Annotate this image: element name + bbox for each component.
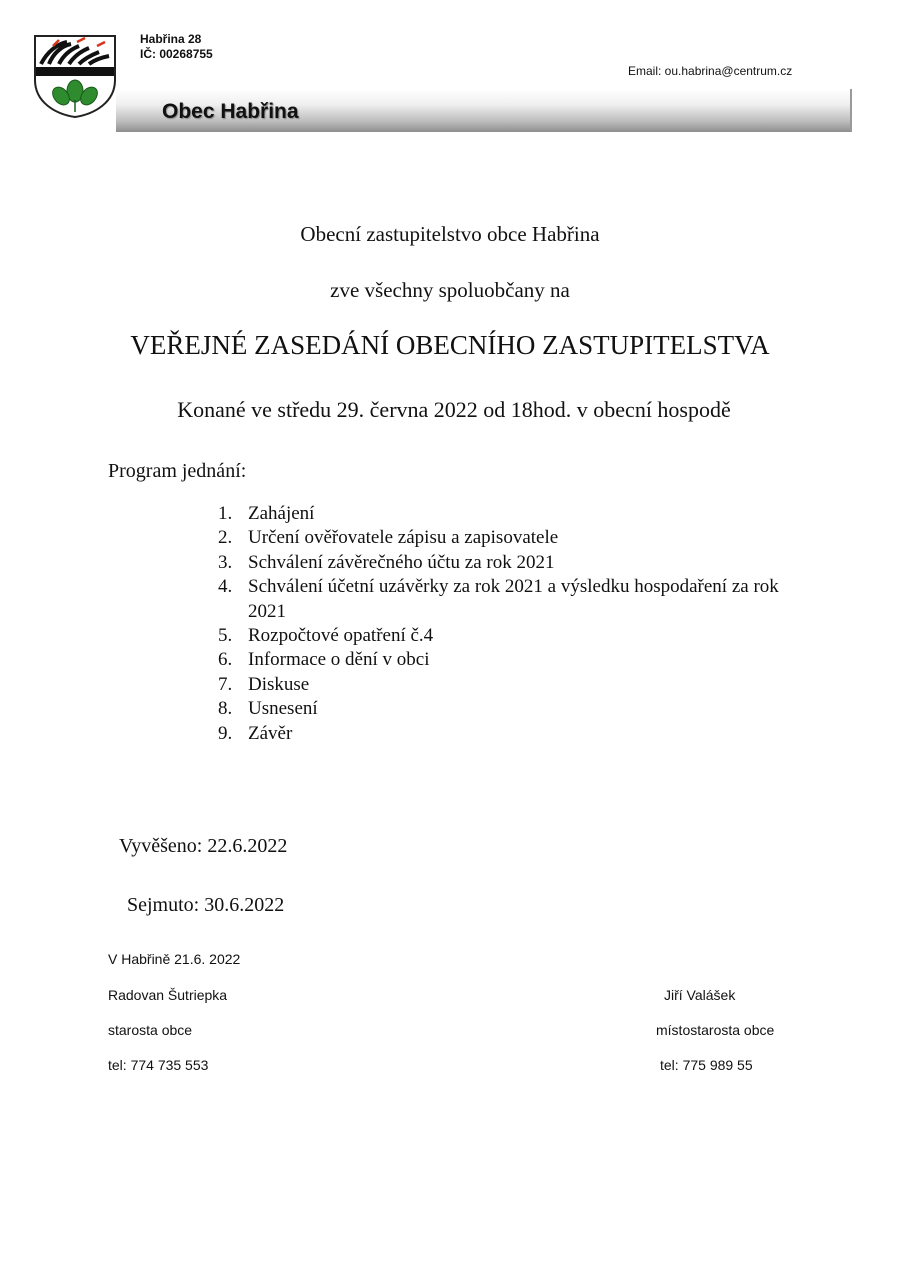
- header-address-block: [140, 32, 213, 62]
- mayor-phone: tel: 774 735 553: [108, 1057, 209, 1073]
- agenda-item: [218, 526, 798, 550]
- agenda-item-number: 3.: [218, 551, 233, 573]
- place-and-date: V Habřině 21.6. 2022: [108, 951, 241, 967]
- agenda-item: [218, 624, 798, 648]
- agenda-item-number: 8.: [218, 698, 233, 720]
- agenda-item: [218, 551, 798, 575]
- agenda-item: [218, 502, 798, 526]
- agenda-item-number: 1.: [218, 503, 233, 524]
- mayor-name: Radovan Šutriepka: [108, 987, 228, 1003]
- agenda-item-number: 9.: [218, 722, 233, 744]
- agenda-item: [218, 722, 798, 746]
- agenda-item-text: Určení ověřovatele zápisu a zapisovatele: [248, 527, 559, 549]
- agenda-item-text: Rozpočtové opatření č.4: [248, 625, 434, 647]
- address: Habřina 28: [140, 32, 202, 46]
- invitation-line-2: zve všechny spoluobčany na: [330, 278, 570, 302]
- deputy-mayor-role: místostarosta obce: [656, 1022, 775, 1038]
- agenda-item-number: 4.: [218, 576, 233, 598]
- agenda-item-number: 7.: [218, 673, 233, 695]
- agenda-item-number: 2.: [218, 527, 233, 549]
- mayor-role: starosta obce: [108, 1022, 193, 1038]
- agenda-item-text: Závěr: [248, 722, 293, 744]
- posted-date: Vyvěšeno: 22.6.2022: [119, 835, 288, 857]
- agenda-item-text: Zahájení: [248, 503, 315, 524]
- meeting-datetime: Konané ve středu 29. června 2022 od 18hod. v obecní hospodě: [177, 397, 731, 422]
- page-title: VEŘEJNÉ ZASEDÁNÍ OBECNÍHO ZASTUPITELSTVA: [130, 330, 770, 360]
- program-label: Program jednání:: [108, 460, 247, 482]
- agenda-item: [218, 697, 798, 721]
- agenda-item: [218, 575, 798, 624]
- agenda-item-text: Diskuse: [248, 673, 310, 695]
- deputy-mayor-phone: tel: 775 989 55: [660, 1057, 753, 1073]
- agenda-item: [218, 648, 798, 672]
- agenda-item: [218, 673, 798, 697]
- agenda-item-text: Informace o dění v obci: [248, 649, 430, 671]
- ico-number: IČ: 00268755: [140, 47, 213, 61]
- agenda-item-number: 5.: [218, 625, 233, 647]
- coat-of-arms-icon: [33, 34, 117, 118]
- invitation-line-1: Obecní zastupitelstvo obce Habřina: [300, 222, 600, 246]
- agenda-item-text: Usnesení: [248, 698, 318, 720]
- agenda-list: [218, 502, 798, 746]
- org-name: Obec Habřina: [162, 100, 299, 123]
- removed-date: Sejmuto: 30.6.2022: [127, 894, 285, 916]
- agenda-item-text: Schválení závěrečného účtu za rok 2021: [248, 551, 555, 573]
- agenda-item-number: 6.: [218, 649, 233, 671]
- email-contact: Email: ou.habrina@centrum.cz: [628, 64, 793, 78]
- deputy-mayor-name: Jiří Valášek: [664, 987, 736, 1003]
- agenda-item-text: Schválení účetní uzávěrky za rok 2021 a výsledku hospodaření za rok 2021: [248, 576, 779, 622]
